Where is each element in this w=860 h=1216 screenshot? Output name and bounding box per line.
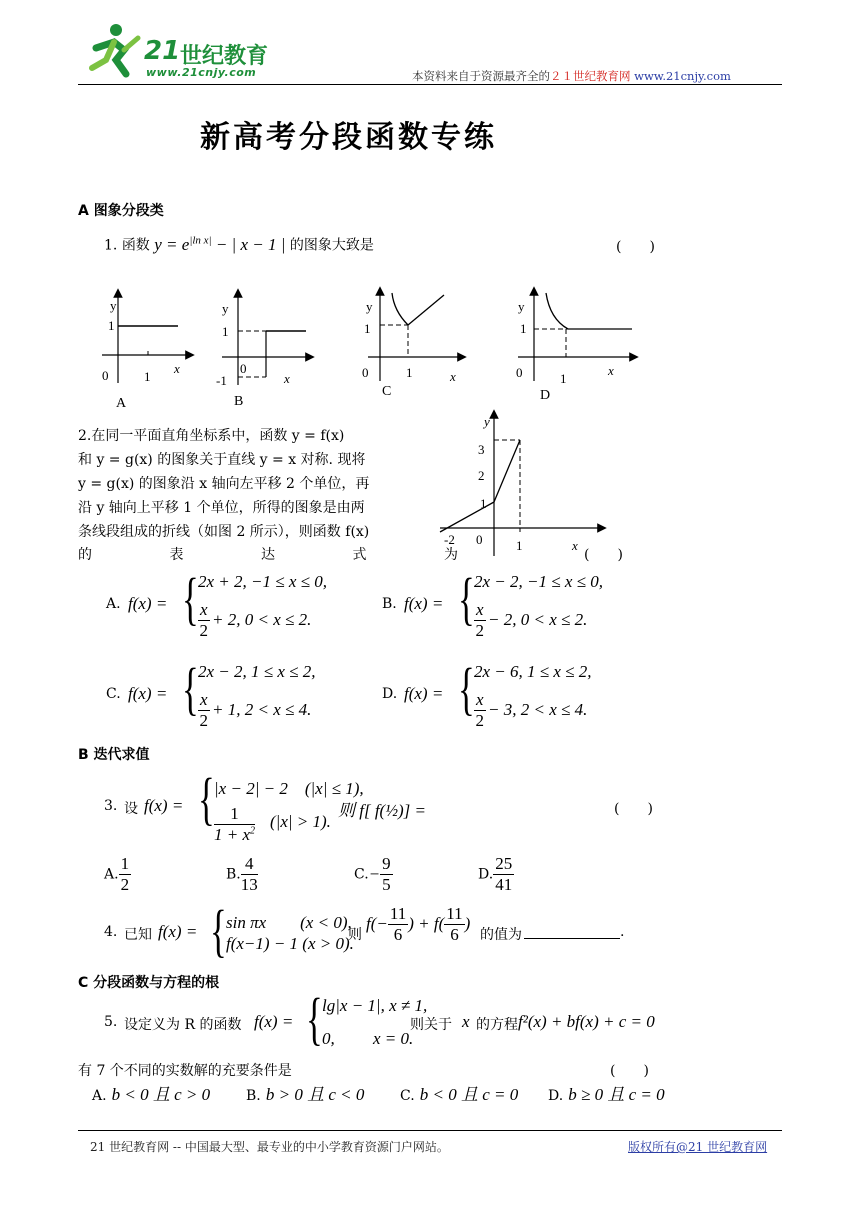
question-5: 5. 设定义为 R 的函数 f(x) = { lg|x − 1|, x ≠ 1, 0, x = 0. 则关于 x 的方程 f²(x) + bf(x) + c = 0 [104,986,655,1051]
logo-text: 世纪教育 [180,44,269,69]
q2-line-4: 沿 y 轴向上平移 1 个单位，所得的图象是由两 [78,500,365,516]
graph-d-label: D [540,388,551,403]
question-4: 4. 已知 f(x) = { sin πx (x < 0), f(x−1) − 1 (x > 0). 则 f(− $\frac{11}{6}$ ) + f( $\frac{11}{6}$ ) 的值为 . [104,898,625,963]
question-3: 3. 设 f(x) = { |x − 2| − 2 (|x| ≤ 1), $\frac{1}{1 + x^2}$ (|x| > 1). 则 f[ f(½)] = [104,766,426,844]
q3-option-d[interactable]: D. $\frac{25}{41}$ [478,854,513,894]
source-prefix: 本资料来自于资源最齐全的 [412,69,550,83]
q2-line-6: 的 表 达 式 为 [78,547,458,563]
q5-option-b[interactable]: B. b > 0 且 c < 0 [246,1085,365,1104]
q2-option-b[interactable]: B. f(x) = { 2x − 2, −1 ≤ x ≤ 0, $\frac{x}{2}$ − 2, 0 < x ≤ 2. [382,566,603,640]
svg-text:y: y [222,301,229,316]
svg-text:3: 3 [478,442,485,457]
figure-2-graph [436,408,616,558]
page-title: 新高考分段函数专练 [200,120,497,155]
svg-text:0: 0 [476,532,483,547]
logo-url: www.21cnjy.com [146,66,257,79]
q3-answer-blank: ( ) [614,801,653,817]
svg-text:-1: -1 [216,373,227,388]
footer-rule [78,1130,782,1131]
q2-line-1: 2.在同一平面直角坐标系中，函数 y = f(x) [78,428,345,444]
logo-number: 21 [144,36,181,66]
q1-formula: $y = e^{|ln x|}$ − | x − 1 | [154,234,286,254]
svg-text:1: 1 [222,324,229,339]
graph-c [362,291,462,399]
q1-number: 1. [104,237,118,254]
svg-text:x: x [174,361,180,376]
source-url[interactable]: www.21cnjy.com [634,69,731,83]
graph-d [516,291,634,403]
q1-answer-blank: ( ) [616,239,655,255]
q3-option-b[interactable]: B. $\frac{4}{13}$ [226,854,258,894]
q2-answer-blank: ( ) [584,547,623,563]
q4-expression: f(− $\frac{11}{6}$ ) + f( $\frac{11}{6}$ ) [366,904,471,944]
q2-line-3: y = g(x) 的图象沿 x 轴向左平移 2 个单位，再 [78,476,370,492]
section-b-heading: B 迭代求值 [78,747,150,763]
svg-text:x: x [608,363,614,378]
q3-option-a[interactable]: A. $\frac{1}{2}$ [104,854,130,894]
q5-answer-blank: ( ) [610,1063,649,1079]
svg-text:1: 1 [108,318,115,333]
svg-text:1: 1 [520,321,527,336]
svg-text:x: x [572,538,578,553]
q1-prefix: 函数 [121,237,150,254]
footer-right[interactable]: 版权所有@21 世纪教育网 [628,1140,768,1154]
source-line [412,68,731,84]
q5-line-2: 有 7 个不同的实数解的充要条件是 [78,1063,292,1079]
q2-line-5: 条线段组成的折线（如图 2 所示），则函数 f(x) [78,524,370,540]
svg-text:x: x [284,371,290,386]
q4-answer-blank[interactable] [524,924,620,939]
svg-text:1: 1 [480,496,487,511]
q3-option-c[interactable]: C.− $\frac{9}{5}$ [354,854,391,894]
q3-options [104,854,644,898]
q5-option-c[interactable]: C. b < 0 且 c = 0 [400,1085,519,1104]
logo [86,20,286,82]
runner-logo-icon [86,20,146,80]
section-c-heading: C 分段函数与方程的根 [78,975,220,991]
svg-text:0: 0 [240,361,247,376]
graph-a-label: A [116,396,127,411]
q5-option-d[interactable]: D. b ≥ 0 且 c = 0 [548,1085,665,1104]
svg-text:1: 1 [560,371,567,386]
svg-text:y: y [110,298,117,313]
q1-suffix: 的图象大致是 [289,237,374,254]
svg-text:y: y [366,299,373,314]
source-site: ２１世纪教育网 [550,69,631,83]
header-rule [78,84,782,85]
graph-b [216,293,310,409]
q5-options [92,1080,692,1104]
svg-text:1: 1 [364,321,371,336]
graph-b-label: B [234,394,244,409]
svg-text:y: y [484,414,490,429]
question-2 [78,424,418,544]
graph-c-label: C [382,384,392,399]
section-a-heading: A 图象分段类 [78,203,164,219]
svg-text:0: 0 [102,368,109,383]
footer-left: 21 世纪教育网 -- 中国最大型、最专业的中小学教育资源门户网站。 [90,1140,449,1154]
q1-graphs [90,285,790,415]
svg-text:0: 0 [362,365,369,380]
svg-text:1: 1 [516,538,523,553]
svg-text:-2: -2 [444,532,455,547]
svg-text:1: 1 [406,365,413,380]
svg-text:0: 0 [516,365,523,380]
svg-text:2: 2 [478,468,485,483]
svg-text:y: y [518,299,525,314]
svg-text:1: 1 [144,369,151,384]
q2-line-2: 和 y = g(x) 的图象关于直线 y = x 对称. 现将 [78,452,366,468]
q2-option-a[interactable]: A. f(x) = { 2x + 2, −1 ≤ x ≤ 0, $\frac{x}{2}$ + 2, 0 < x ≤ 2. [106,566,327,640]
q2-option-d[interactable]: D. f(x) = { 2x − 6, 1 ≤ x ≤ 2, $\frac{x}{2}$ − 3, 2 < x ≤ 4. [382,656,592,730]
q2-option-c[interactable]: C. f(x) = { 2x − 2, 1 ≤ x ≤ 2, $\frac{x}{2}$ + 1, 2 < x ≤ 4. [106,656,316,730]
q5-option-a[interactable]: A. b < 0 且 c > 0 [92,1085,211,1104]
question-1 [104,234,374,255]
svg-text:x: x [450,369,456,384]
graph-a [102,293,190,411]
